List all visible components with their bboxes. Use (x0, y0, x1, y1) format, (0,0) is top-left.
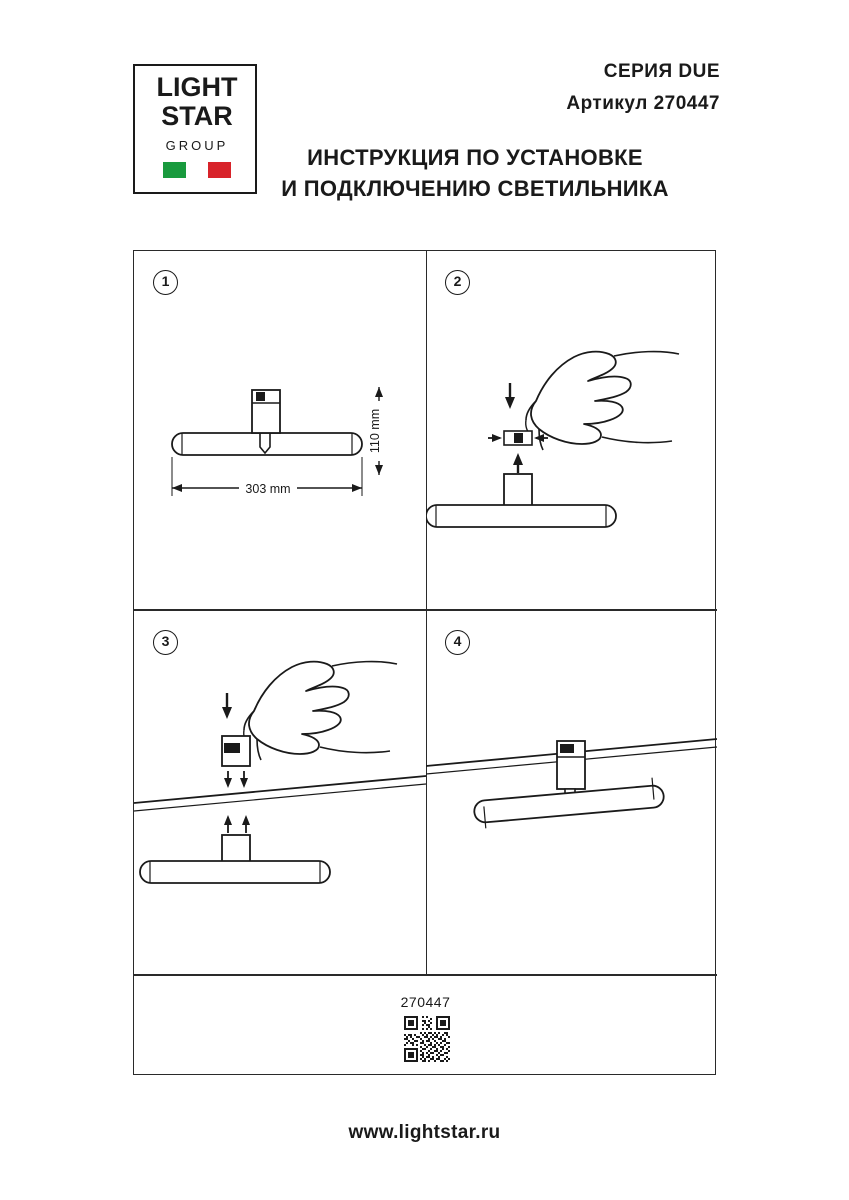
page-title (230, 142, 720, 204)
product-code-panel (134, 976, 717, 1074)
step-number-4: 4 (445, 630, 470, 655)
logo-line-2: STAR (161, 101, 233, 131)
step-panel-2 (426, 251, 717, 610)
product-code-label: 270447 (400, 994, 451, 1010)
step-panel-1 (134, 251, 426, 610)
step-1-width-label: 303 mm (245, 482, 291, 496)
logo-line-1: LIGHT (156, 72, 238, 102)
italian-flag-icon (163, 162, 231, 178)
series-label: СЕРИЯ DUE (603, 61, 720, 82)
step-number-1: 1 (153, 270, 178, 295)
article-label: Артикул 270447 (566, 93, 720, 114)
step-3-illustration (134, 611, 426, 975)
logo-group-text: GROUP (165, 138, 229, 153)
page-title-line-1: ИНСТРУКЦИЯ ПО УСТАНОВКЕ (307, 145, 643, 170)
qr-code-icon (404, 1016, 450, 1062)
step-number-2: 2 (445, 270, 470, 295)
page-header (0, 0, 849, 250)
step-4-illustration (426, 611, 717, 975)
step-1-illustration (134, 251, 426, 610)
page-title-line-2: И ПОДКЛЮЧЕНИЮ СВЕТИЛЬНИКА (281, 176, 669, 201)
step-panel-3 (134, 611, 426, 975)
step-2-illustration (426, 251, 717, 610)
header-meta (300, 58, 720, 118)
website-url[interactable]: www.lightstar.ru (348, 1122, 501, 1143)
step-panel-4 (426, 611, 717, 975)
step-1-height-label: 110 mm (368, 408, 382, 454)
step-number-3: 3 (153, 630, 178, 655)
instruction-grid (133, 250, 716, 1075)
logo-wordmark (135, 74, 259, 130)
